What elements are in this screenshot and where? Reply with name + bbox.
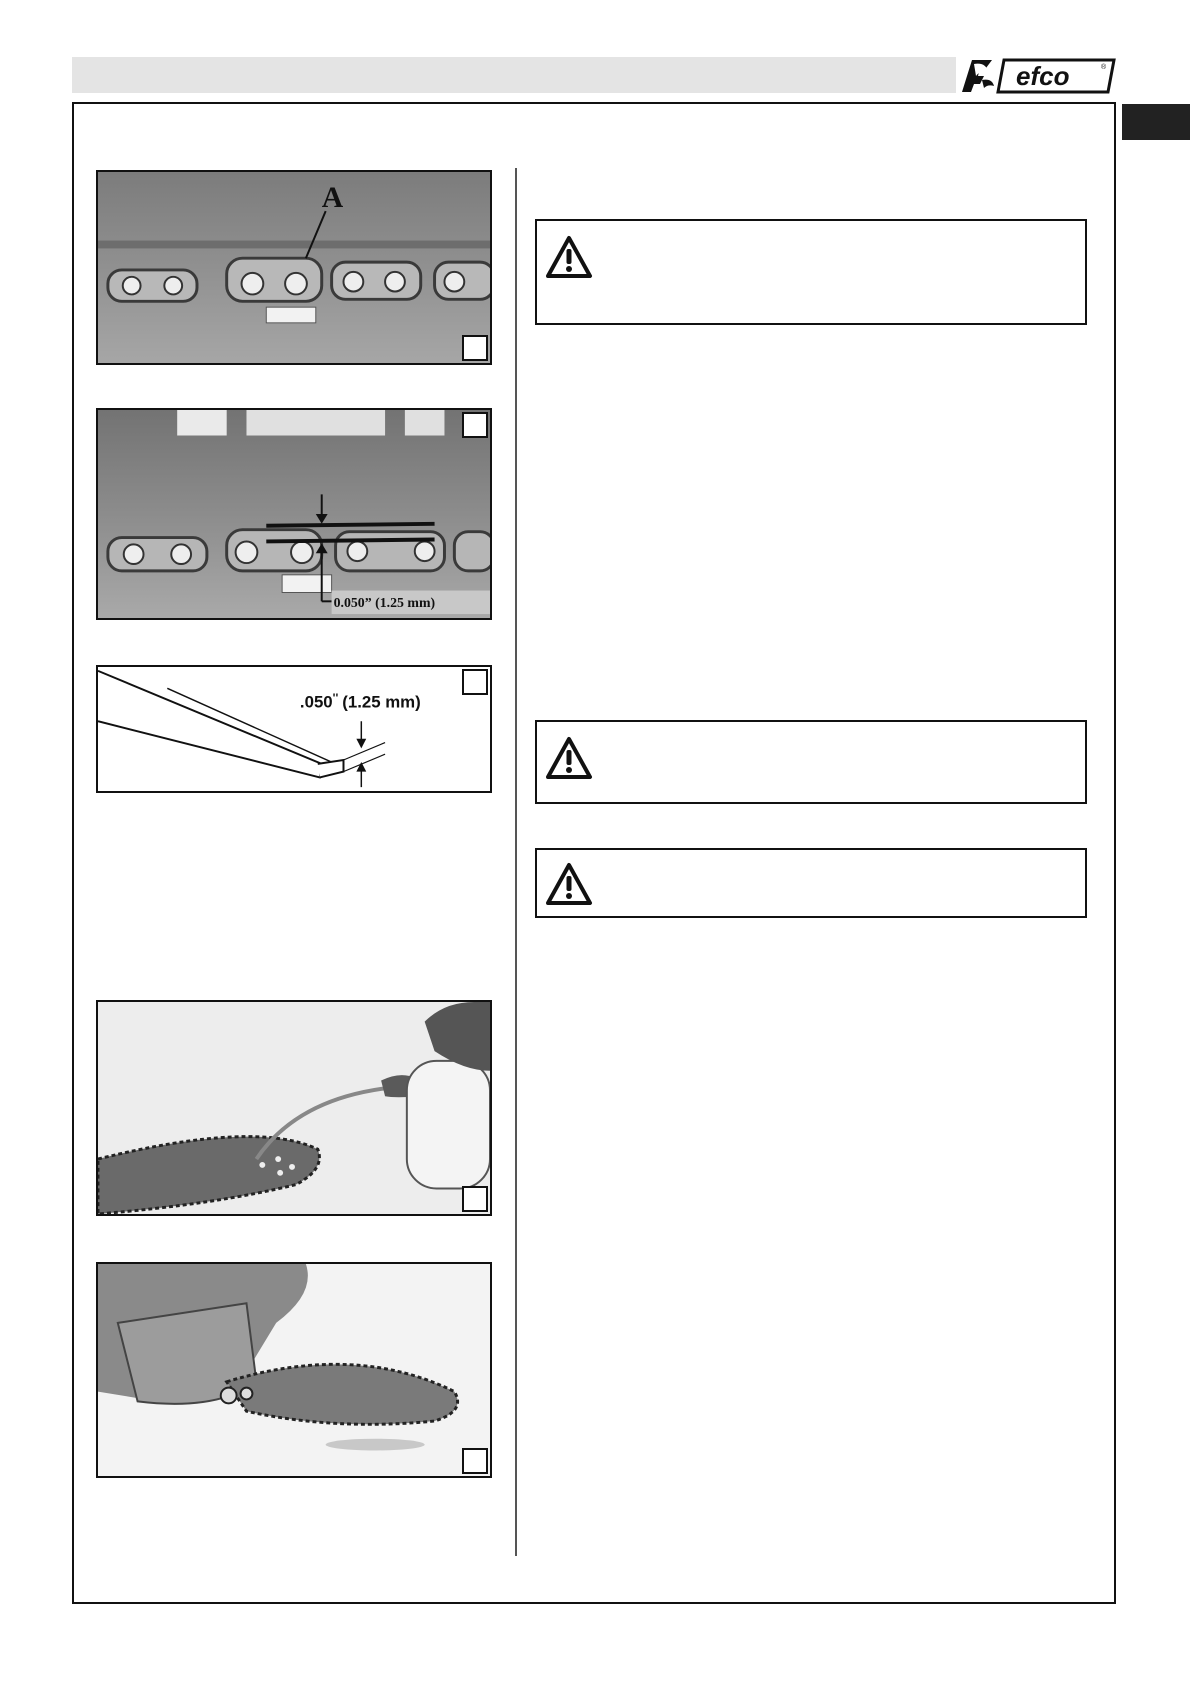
leaf-logo-icon bbox=[962, 60, 994, 92]
svg-text:®: ® bbox=[1101, 64, 1107, 71]
language-tab bbox=[1122, 104, 1190, 140]
figure-file-gauge bbox=[96, 665, 492, 793]
svg-text:.050''(1.25 mm): .050'' (1.25 mm) bbox=[299, 691, 421, 712]
figure-oiling-bar bbox=[96, 1000, 492, 1216]
warning-box-2 bbox=[535, 720, 1087, 804]
header-bar bbox=[72, 57, 956, 93]
figure-number-box bbox=[462, 412, 488, 438]
efco-logo bbox=[958, 54, 1118, 98]
figure-number-box bbox=[462, 1186, 488, 1212]
figure-number-box bbox=[462, 1448, 488, 1474]
brand-wordmark: efco bbox=[1016, 61, 1070, 91]
cutter-label: A bbox=[321, 182, 344, 215]
figure-number-box bbox=[462, 335, 488, 361]
warning-box-1 bbox=[535, 219, 1087, 325]
figure-number-box bbox=[462, 669, 488, 695]
column-divider bbox=[515, 168, 517, 1556]
figure-depth-gauge bbox=[96, 408, 492, 620]
warning-triangle-icon bbox=[545, 862, 593, 906]
warning-box-3 bbox=[535, 848, 1087, 918]
figure-mounted-bar bbox=[96, 1262, 492, 1478]
warning-triangle-icon bbox=[545, 736, 593, 780]
depth-measurement: 0.050” (1.25 mm) bbox=[333, 595, 436, 611]
figure-chain-cutter bbox=[96, 170, 492, 365]
warning-triangle-icon bbox=[545, 235, 593, 279]
